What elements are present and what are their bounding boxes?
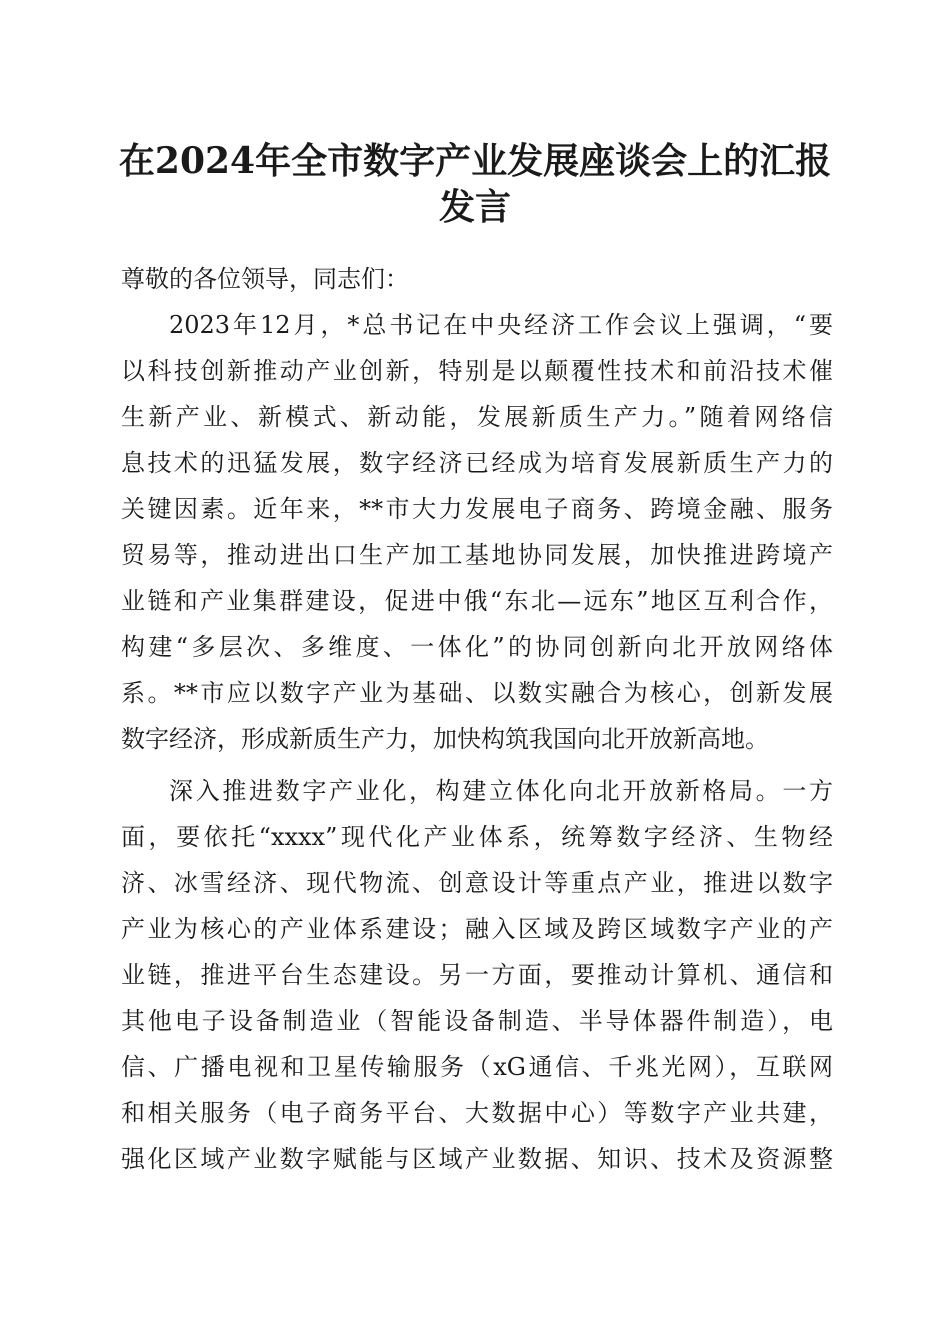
paragraph-2-line: 强化区域产业数字赋能与区域产业数据、知识、技术及资源整 (121, 1145, 833, 1173)
paragraph-1 (121, 302, 833, 762)
salutation: 尊敬的各位领导，同志们： (121, 265, 409, 293)
paragraph-2-line: 和相关服务（电子商务平台、大数据中心）等数字产业共建， (121, 1099, 833, 1127)
paragraph-2-line: 济、冰雪经济、现代物流、创意设计等重点产业，推进以数字 (121, 869, 833, 897)
document-title-line-2: 发言 (438, 186, 511, 228)
paragraph-1-line: 系。**市应以数字产业为基础、以数实融合为核心，创新发展 (121, 679, 833, 707)
document-title-line-1: 在2024年全市数字产业发展座谈会上的汇报 (118, 140, 832, 182)
paragraph-1-line: 关键因素。近年来，**市大力发展电子商务、跨境金融、服务 (121, 495, 833, 523)
paragraph-1-line: 2023年12月，*总书记在中央经济工作会议上强调，“要 (169, 311, 833, 339)
paragraph-2-line: 业链，推进平台生态建设。另一方面，要推动计算机、通信和 (121, 961, 833, 989)
paragraph-2-line: 其他电子设备制造业（智能设备制造、半导体器件制造），电 (121, 1007, 833, 1035)
paragraph-1-line: 贸易等，推动进出口生产加工基地协同发展，加快推进跨境产 (121, 541, 833, 569)
paragraph-2-line: 产业为核心的产业体系建设；融入区域及跨区域数字产业的产 (121, 915, 833, 943)
paragraph-1-line: 以科技创新推动产业创新，特别是以颠覆性技术和前沿技术催 (121, 357, 833, 385)
document-body (121, 256, 833, 1182)
paragraph-2-line: 面，要依托“xxxx”现代化产业体系，统筹数字经济、生物经 (121, 823, 833, 851)
paragraph-1-line: 数字经济，形成新质生产力，加快构筑我国向北开放新高地。 (121, 725, 769, 753)
paragraph-1-line: 生新产业、新模式、新动能，发展新质生产力。”随着网络信 (121, 403, 833, 431)
paragraph-2 (121, 768, 833, 1182)
paragraph-2-line: 深入推进数字产业化，构建立体化向北开放新格局。一方 (169, 777, 833, 805)
paragraph-1-line: 息技术的迅猛发展，数字经济已经成为培育发展新质生产力的 (121, 449, 833, 477)
paragraph-1-line: 业链和产业集群建设，促进中俄“东北—远东”地区互利合作， (121, 587, 833, 615)
paragraph-1-line: 构建“多层次、多维度、一体化”的协同创新向北开放网络体 (121, 633, 833, 661)
paragraph-2-line: 信、广播电视和卫星传输服务（xG通信、千兆光网），互联网 (121, 1053, 833, 1081)
